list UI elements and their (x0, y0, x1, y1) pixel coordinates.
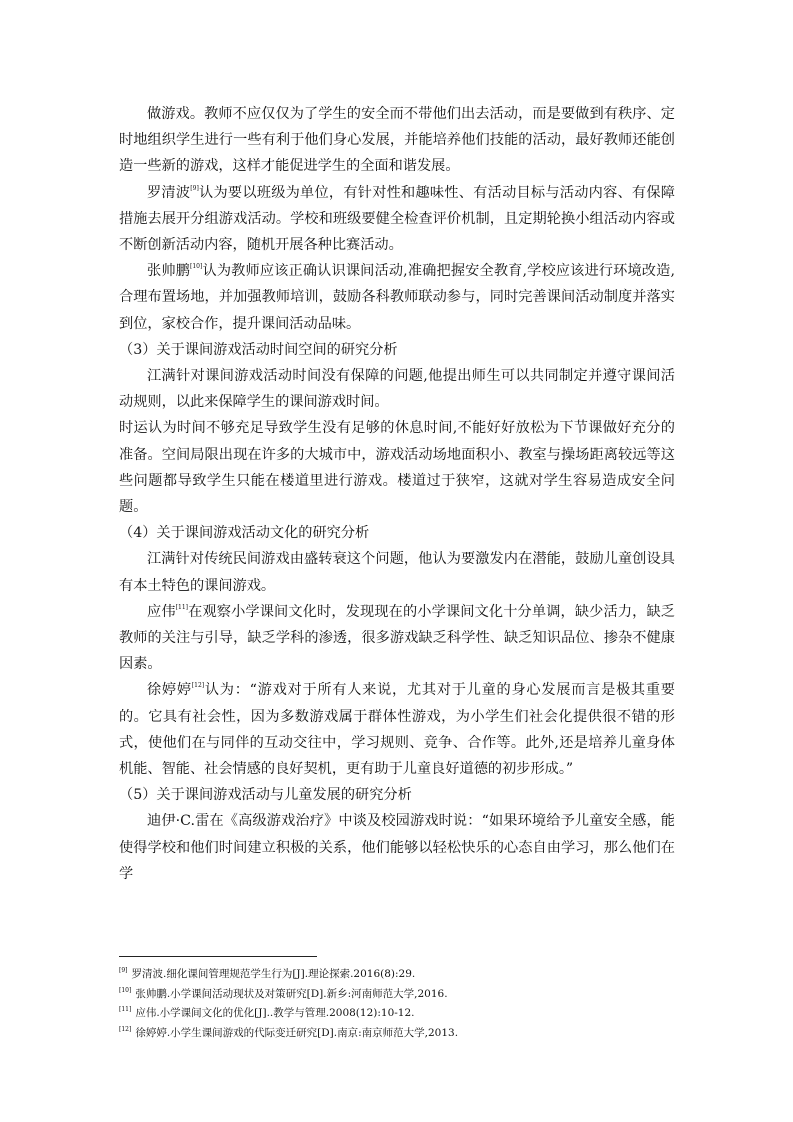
author-name: 罗清波 (147, 184, 191, 201)
author-name: 应伟 (147, 603, 176, 620)
citation-marker[interactable]: [9] (190, 184, 199, 192)
footnote-marker: [11] (119, 1006, 132, 1013)
paragraph-text: 江满针对传统民间游戏由盛转衰这个问题，他认为要激发内在潜能，鼓励儿童创设具有本土特色的课间游戏。 (119, 551, 675, 594)
body-text (119, 101, 675, 887)
footnote-9 (119, 963, 675, 983)
section-heading-3: （3）关于课间游戏活动时间空间的研究分析 (119, 341, 398, 358)
section-heading-5: （5）关于课间游戏活动与儿童发展的研究分析 (119, 787, 412, 804)
footnote-text: 应伟.小学课间文化的优化[J]..教学与管理.2008(12):10-12. (135, 1007, 415, 1019)
footnote-text: 罗清波.细化课间管理规范学生行为[J].理论探索.2016(8):29. (131, 968, 416, 980)
author-name: 徐婷婷 (147, 682, 192, 699)
footnote-marker: [12] (119, 1025, 132, 1033)
author-name: 张帅鹏 (147, 263, 191, 280)
footnote-11 (119, 1002, 675, 1022)
paragraph-text: 在观察小学课间文化时，发现现在的小学课间文化十分单调，缺少活力，缺乏教师的关注与引导，缺乏学科的渗透，很多游戏缺乏科学性、缺乏知识品位、掺杂不健康因素。 (119, 603, 675, 673)
paragraph-shi-yun (119, 415, 675, 520)
footnote-10 (119, 983, 675, 1003)
footnote-divider (119, 956, 317, 957)
footnotes (119, 963, 675, 1041)
footnote-text: 徐婷婷.小学生课间游戏的代际变迁研究[D].南京:南京师范大学,2013. (135, 1026, 459, 1039)
footnote-marker: [10] (119, 986, 132, 994)
citation-marker[interactable]: [10] (190, 263, 203, 271)
paragraph-text: 认为：“游戏对于所有人来说，尤其对于儿童的身心发展而言是极其重要的。它具有社会性，因为多数游戏属于群体性游戏，为小学生们社会化提供很不错的形式，使他们在与同伴的互动交往中，学习规则、竞争、合作等。此外,还是培养儿童身体机能、智能、社会情感的良好契机，更有助于儿童良好道德的初步形成。” (119, 682, 675, 778)
paragraph-1 (119, 101, 675, 180)
citation-marker[interactable]: [11] (175, 603, 188, 611)
paragraph-text: 认为教师应该正确认识课间活动,准确把握安全教育,学校应该进行环境改造,合理布置场地，并加强教师培训，鼓励各科教师联动参与，同时完善课间活动制度并落实到位，家校合作，提升课间活动品味。 (119, 263, 675, 332)
paragraph-text: 江满针对课间游戏活动时间没有保障的问题,他提出师生可以共同制定并遵守课间活动规则，以此来保障学生的课间游戏时间。 (119, 368, 675, 411)
paragraph-xu-tingting (119, 677, 675, 782)
footnote-text: 张帅鹏.小学课间活动现状及对策研究[D].新乡:河南师范大学,2016. (135, 987, 448, 1000)
footnote-marker: [9] (119, 967, 128, 974)
paragraph-jiang-man-2 (119, 546, 675, 598)
paragraph-text: 迪伊·C.雷在《高级游戏治疗》中谈及校园游戏时说：“如果环境给予儿童安全感，能使得学校和他们时间建立积极的关系，他们能够以轻松快乐的心态自由学习，那么他们在学 (119, 813, 675, 882)
section-heading-4: （4）关于课间游戏活动文化的研究分析 (119, 525, 370, 542)
paragraph-luo-qingbo (119, 180, 675, 259)
footnote-12 (119, 1022, 675, 1042)
paragraph-zhang-shuaipeng (119, 258, 675, 337)
paragraph-ying-wei (119, 599, 675, 678)
paragraph-jiang-man-1 (119, 363, 675, 415)
paragraph-text: 做游戏。教师不应仅仅为了学生的安全而不带他们出去活动，而是要做到有秩序、定时地组织学生进行一些有利于他们身心发展，并能培养他们技能的活动，最好教师还能创造一些新的游戏，这样才能促进学生的全面和谐发展。 (119, 106, 675, 175)
paragraph-text: 时运认为时间不够充足导致学生没有足够的休息时间,不能好好放松为下节课做好充分的准备。空间局限出现在许多的大城市中，游戏活动场地面积小、教室与操场距离较远等这些问题都导致学生只能在楼道里进行游戏。楼道过于狭窄，这就对学生容易造成安全问题。 (119, 420, 675, 516)
paragraph-text: 认为要以班级为单位，有针对性和趣味性、有活动目标与活动内容、有保障措施去展开分组游戏活动。学校和班级要健全检查评价机制，且定期轮换小组活动内容或不断创新活动内容，随机开展各种比赛活动。 (119, 184, 675, 254)
citation-marker[interactable]: [12] (191, 682, 205, 690)
paragraph-dee-ray (119, 808, 675, 887)
